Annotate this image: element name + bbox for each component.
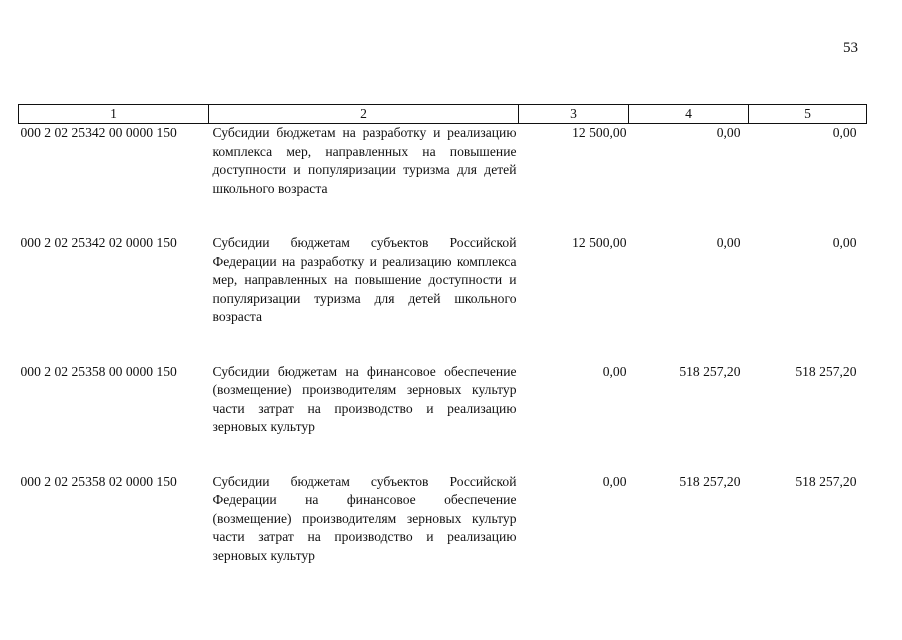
budget-description: Субсидии бюджетам на финансовое обеспечение (возмещение) производителям зерновых культур части затрат на производство и реализацию зерновых культур	[212, 363, 517, 434]
budget-code: 000 2 02 25358 02 0000 150	[20, 473, 177, 489]
table-row	[19, 124, 867, 235]
column-header-2: 2	[209, 105, 519, 124]
amount-col-3: 12 500,00	[572, 235, 627, 250]
budget-table	[18, 104, 867, 601]
table-row	[19, 363, 867, 473]
budget-description: Субсидии бюджетам на разработку и реализацию комплекса мер, направленных на повышение доступности и популяризации туризма для детей школьного возраста	[212, 125, 517, 196]
amount-col-5: 0,00	[832, 125, 857, 140]
budget-code: 000 2 02 25358 00 0000 150	[20, 363, 177, 379]
column-header-1: 1	[19, 105, 209, 124]
table-row	[19, 473, 867, 602]
amount-col-4: 518 257,20	[679, 473, 741, 489]
budget-description: Субсидии бюджетам субъектов Российской Федерации на финансовое обеспечение (возмещение) производителям зерновых культур части затрат на производство и реализацию зерновых культур	[212, 473, 517, 563]
amount-col-5: 518 257,20	[795, 473, 857, 489]
amount-col-3: 0,00	[602, 363, 627, 379]
table-header-row	[19, 105, 867, 124]
page-number: 53	[843, 40, 858, 56]
amount-col-4: 0,00	[716, 235, 741, 250]
column-header-4: 4	[629, 105, 749, 124]
column-header-5: 5	[749, 105, 867, 124]
budget-code: 000 2 02 25342 02 0000 150	[20, 235, 177, 250]
amount-col-3: 12 500,00	[572, 125, 627, 140]
amount-col-4: 518 257,20	[679, 363, 741, 379]
budget-description: Субсидии бюджетам субъектов Российской Федерации на разработку и реализацию комплекса мер, направленных на повышение доступности и популяризации туризма для детей школьного возраста	[212, 235, 517, 324]
amount-col-5: 0,00	[832, 235, 857, 250]
table-row	[19, 234, 867, 363]
budget-code: 000 2 02 25342 00 0000 150	[20, 125, 177, 140]
amount-col-5: 518 257,20	[795, 363, 857, 379]
column-header-3: 3	[519, 105, 629, 124]
amount-col-4: 0,00	[716, 125, 741, 140]
amount-col-3: 0,00	[602, 473, 627, 489]
